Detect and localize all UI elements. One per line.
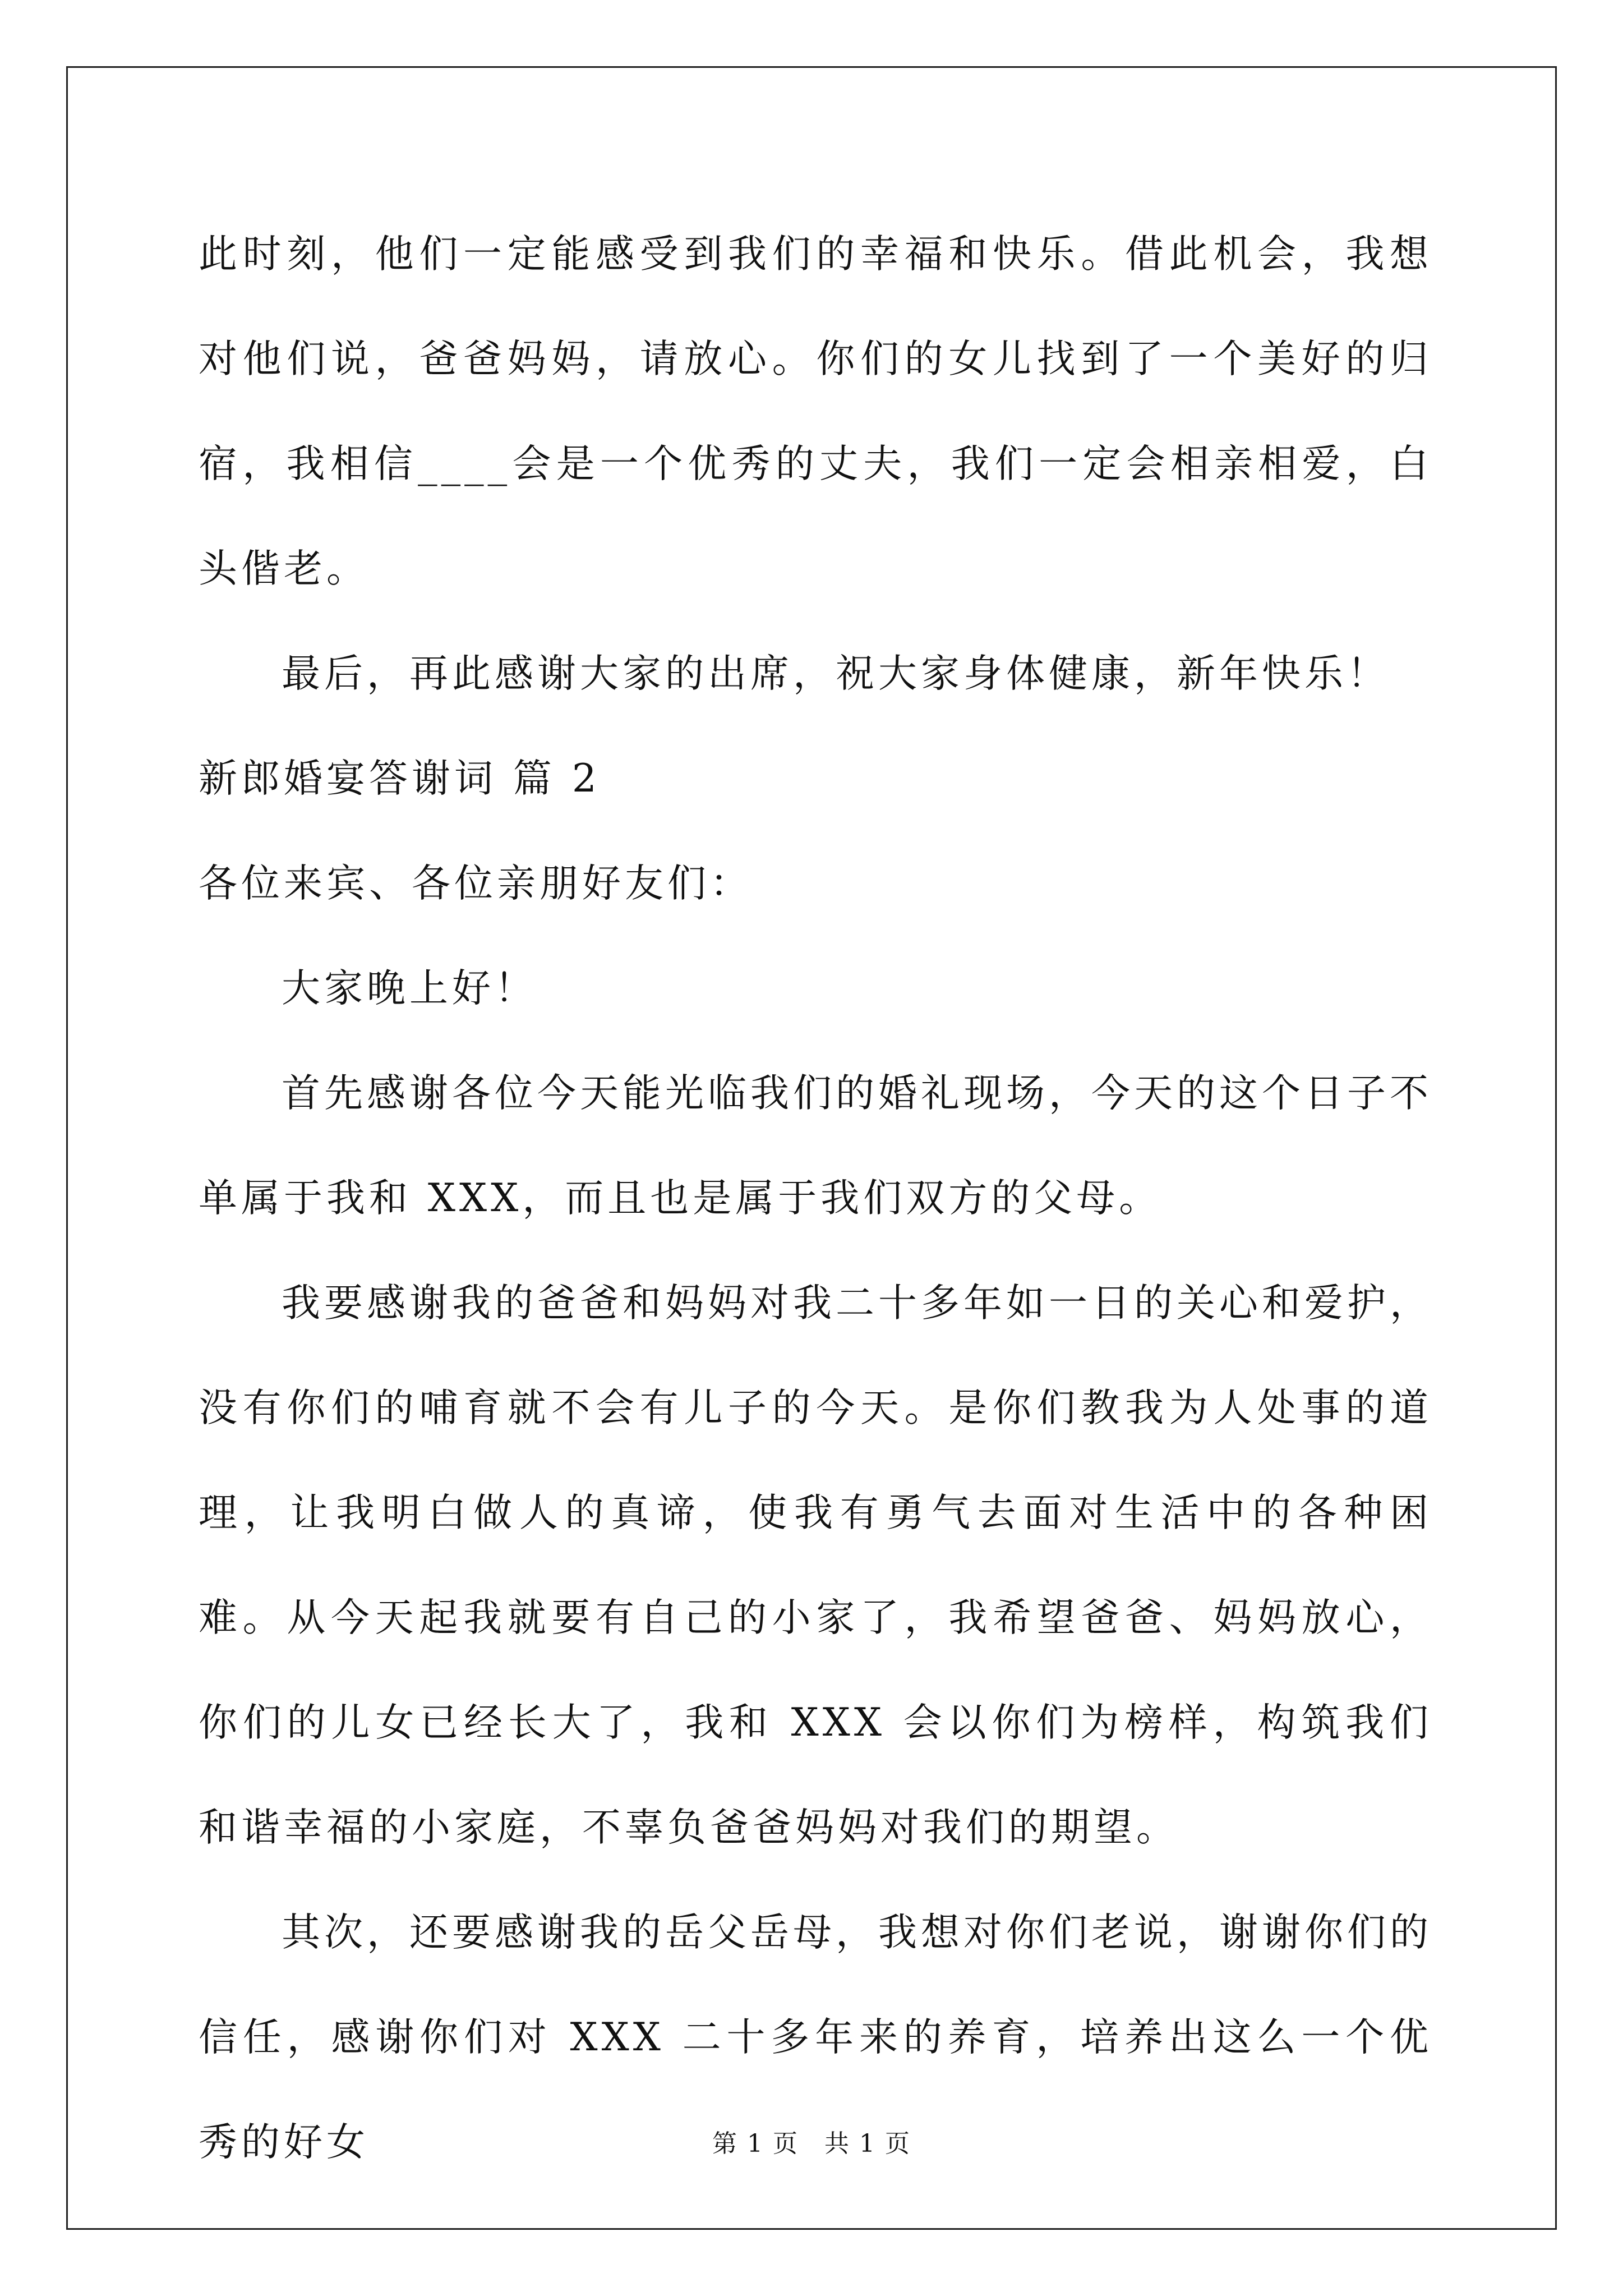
paragraph-6: 首先感谢各位今天能光临我们的婚礼现场，今天的这个日子不单属于我和 XXX，而且也是属于我们双方的父母。 <box>199 1071 1432 1221</box>
greeting: 大家晚上好！ <box>282 966 537 1011</box>
paragraph-2: 最后，再此感谢大家的出席，祝大家身体健康，新年快乐！ <box>282 651 1390 696</box>
section-heading: 新郎婚宴答谢词 篇 2 <box>199 756 601 801</box>
paragraph-8: 其次，还要感谢我的岳父岳母，我想对你们老说，谢谢你们的信任，感谢你们对 XXX 二十多年来的养育，培养出这么一个优秀的好女 <box>199 1910 1432 2165</box>
paragraph-1: 此时刻，他们一定能感受到我们的幸福和快乐。借此机会，我想对他们说，爸爸妈妈，请放心。你们的女儿找到了一个美好的归宿，我相信____会是一个优秀的丈夫，我们一定会相亲相爱，白头偕老。 <box>199 232 1432 591</box>
page-number: 第 1 页 共 1 页 <box>712 2129 911 2158</box>
salutation: 各位来宾、各位亲朋好友们： <box>199 861 753 906</box>
document-body <box>199 202 1432 2195</box>
paragraph-7: 我要感谢我的爸爸和妈妈对我二十多年如一日的关心和爱护，没有你们的哺育就不会有儿子的今天。是你们教我为人处事的道理，让我明白做人的真谛，使我有勇气去面对生活中的各种困难。从今天起我就要有自己的小家了，我希望爸爸、妈妈放心，你们的儿女已经长大了，我和 XXX 会以你们为榜样，构筑我们和谐幸福的小家庭，不辜负爸爸妈妈对我们的期望。 <box>199 1281 1432 1850</box>
